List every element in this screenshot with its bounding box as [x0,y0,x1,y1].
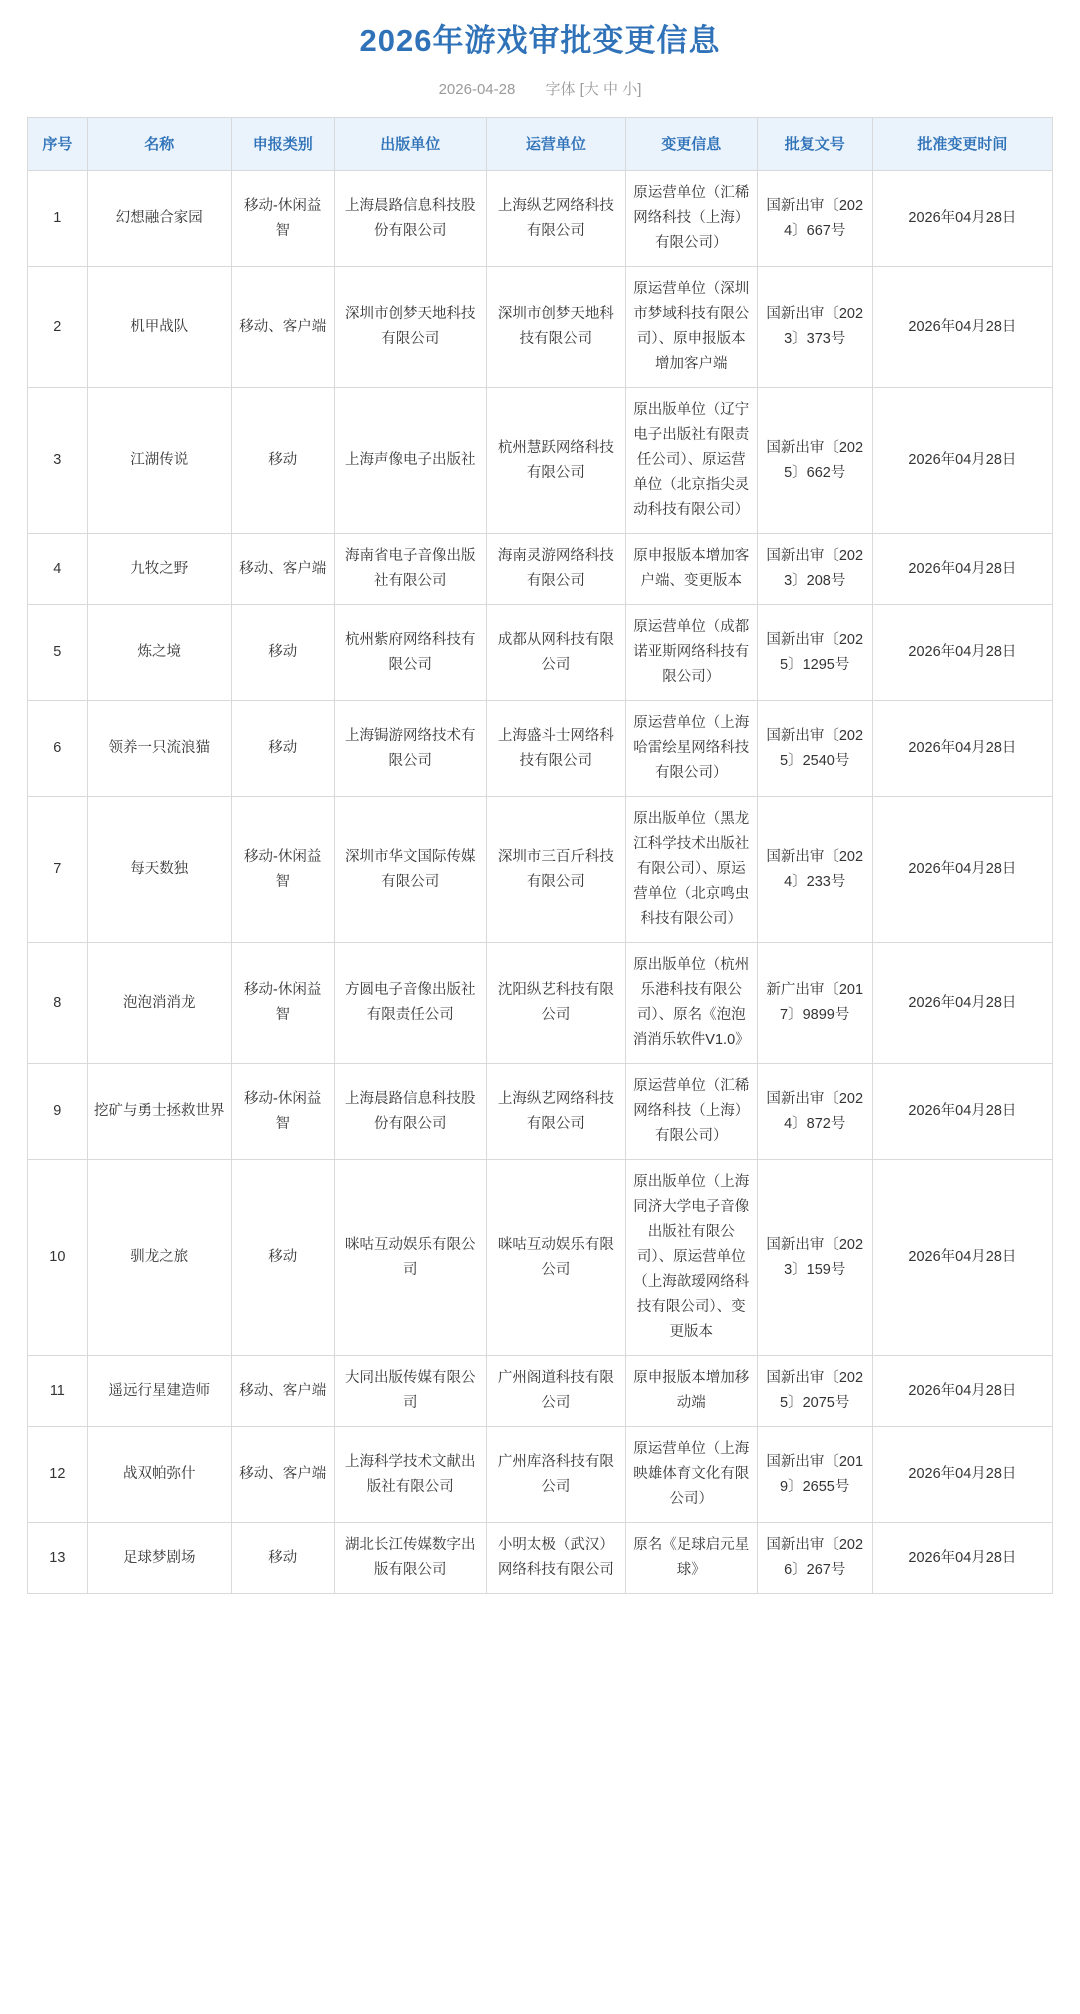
cell-operator: 成都从网科技有限公司 [486,605,625,701]
cell-index: 7 [28,797,88,943]
cell-operator: 上海纵艺网络科技有限公司 [486,171,625,267]
column-change: 变更信息 [625,118,757,171]
cell-publisher: 杭州紫府网络科技有限公司 [334,605,486,701]
cell-approval: 国新出审〔2024〕872号 [757,1064,872,1160]
cell-approval: 国新出审〔2024〕233号 [757,797,872,943]
cell-approval: 国新出审〔2026〕267号 [757,1523,872,1594]
cell-operator: 广州阁道科技有限公司 [486,1356,625,1427]
cell-change: 原运营单位（汇稀网络科技（上海）有限公司） [625,171,757,267]
cell-category: 移动 [231,1160,334,1356]
cell-operator: 海南灵游网络科技有限公司 [486,534,625,605]
cell-index: 6 [28,701,88,797]
cell-date: 2026年04月28日 [872,1427,1052,1523]
cell-date: 2026年04月28日 [872,267,1052,388]
cell-category: 移动-休闲益智 [231,171,334,267]
cell-publisher: 上海晨路信息科技股份有限公司 [334,1064,486,1160]
cell-category: 移动 [231,701,334,797]
table-row [28,1160,1053,1356]
cell-category: 移动 [231,388,334,534]
cell-operator: 咪咕互动娱乐有限公司 [486,1160,625,1356]
cell-operator: 杭州慧跃网络科技有限公司 [486,388,625,534]
cell-publisher: 深圳市创梦天地科技有限公司 [334,267,486,388]
cell-name: 驯龙之旅 [87,1160,231,1356]
cell-approval: 国新出审〔2023〕373号 [757,267,872,388]
cell-publisher: 方圆电子音像出版社有限责任公司 [334,943,486,1064]
cell-approval: 新广出审〔2017〕9899号 [757,943,872,1064]
cell-change: 原运营单位（汇稀网络科技（上海）有限公司） [625,1064,757,1160]
cell-change: 原出版单位（辽宁电子出版社有限责任公司）、原运营单位（北京指尖灵动科技有限公司） [625,388,757,534]
cell-name: 领养一只流浪猫 [87,701,231,797]
table-row [28,388,1053,534]
cell-publisher: 湖北长江传媒数字出版有限公司 [334,1523,486,1594]
column-category: 申报类别 [231,118,334,171]
cell-change: 原出版单位（杭州乐港科技有限公司）、原名《泡泡消消乐软件V1.0》 [625,943,757,1064]
font-size-options [580,81,642,98]
cell-name: 九牧之野 [87,534,231,605]
cell-category: 移动、客户端 [231,1356,334,1427]
cell-approval: 国新出审〔2023〕159号 [757,1160,872,1356]
cell-index: 10 [28,1160,88,1356]
cell-date: 2026年04月28日 [872,797,1052,943]
cell-date: 2026年04月28日 [872,1523,1052,1594]
cell-publisher: 深圳市华文国际传媒有限公司 [334,797,486,943]
cell-operator: 上海盛斗士网络科技有限公司 [486,701,625,797]
cell-index: 4 [28,534,88,605]
cell-index: 5 [28,605,88,701]
table-row [28,171,1053,267]
cell-name: 战双帕弥什 [87,1427,231,1523]
page-meta [0,78,1080,99]
cell-approval: 国新出审〔2019〕2655号 [757,1427,872,1523]
cell-change: 原出版单位（黑龙江科学技术出版社有限公司）、原运营单位（北京鸣虫科技有限公司） [625,797,757,943]
cell-publisher: 上海晨路信息科技股份有限公司 [334,171,486,267]
cell-date: 2026年04月28日 [872,605,1052,701]
table-row [28,1523,1053,1594]
table-row [28,701,1053,797]
cell-index: 9 [28,1064,88,1160]
table-row [28,1356,1053,1427]
cell-approval: 国新出审〔2024〕667号 [757,171,872,267]
cell-category: 移动、客户端 [231,267,334,388]
cell-category: 移动 [231,605,334,701]
cell-name: 炼之境 [87,605,231,701]
cell-name: 机甲战队 [87,267,231,388]
font-size-large[interactable]: 大 [583,81,599,98]
cell-category: 移动、客户端 [231,534,334,605]
bracket-open: [ [579,81,584,98]
cell-date: 2026年04月28日 [872,388,1052,534]
cell-date: 2026年04月28日 [872,1160,1052,1356]
table-body [28,171,1053,1594]
bracket-close: ] [637,81,642,98]
table-row [28,534,1053,605]
table-header [28,118,1053,171]
table-row [28,1427,1053,1523]
cell-change: 原运营单位（深圳市梦域科技有限公司）、原申报版本增加客户端 [625,267,757,388]
cell-index: 8 [28,943,88,1064]
table-row [28,943,1053,1064]
cell-change: 原运营单位（成都诺亚斯网络科技有限公司） [625,605,757,701]
cell-index: 11 [28,1356,88,1427]
font-size-label: 字体 [545,81,576,98]
cell-date: 2026年04月28日 [872,701,1052,797]
cell-index: 13 [28,1523,88,1594]
cell-publisher: 上海锔游网络技术有限公司 [334,701,486,797]
cell-operator: 深圳市创梦天地科技有限公司 [486,267,625,388]
column-index: 序号 [28,118,88,171]
cell-publisher: 咪咕互动娱乐有限公司 [334,1160,486,1356]
cell-publisher: 上海声像电子出版社 [334,388,486,534]
cell-change: 原运营单位（上海映雄体育文化有限公司） [625,1427,757,1523]
cell-approval: 国新出审〔2025〕662号 [757,388,872,534]
cell-operator: 上海纵艺网络科技有限公司 [486,1064,625,1160]
publish-date: 2026-04-28 [438,81,516,98]
table-row [28,1064,1053,1160]
cell-approval: 国新出审〔2025〕1295号 [757,605,872,701]
page-title: 2026年游戏审批变更信息 [359,23,721,58]
column-operator: 运营单位 [486,118,625,171]
cell-change: 原申报版本增加客户端、变更版本 [625,534,757,605]
cell-name: 每天数独 [87,797,231,943]
table-header-row [28,118,1053,171]
cell-operator: 小明太极（武汉）网络科技有限公司 [486,1523,625,1594]
cell-date: 2026年04月28日 [872,534,1052,605]
cell-category: 移动-休闲益智 [231,1064,334,1160]
cell-name: 足球梦剧场 [87,1523,231,1594]
cell-name: 挖矿与勇士拯救世界 [87,1064,231,1160]
cell-date: 2026年04月28日 [872,943,1052,1064]
cell-approval: 国新出审〔2025〕2075号 [757,1356,872,1427]
column-date: 批准变更时间 [872,118,1052,171]
cell-publisher: 上海科学技术文献出版社有限公司 [334,1427,486,1523]
cell-category: 移动、客户端 [231,1427,334,1523]
cell-index: 12 [28,1427,88,1523]
cell-publisher: 海南省电子音像出版社有限公司 [334,534,486,605]
cell-change: 原申报版本增加移动端 [625,1356,757,1427]
cell-date: 2026年04月28日 [872,1064,1052,1160]
cell-change: 原运营单位（上海哈雷绘星网络科技有限公司） [625,701,757,797]
cell-index: 1 [28,171,88,267]
cell-name: 幻想融合家园 [87,171,231,267]
column-publisher: 出版单位 [334,118,486,171]
approval-change-table [27,117,1053,1594]
cell-operator: 沈阳纵艺科技有限公司 [486,943,625,1064]
cell-name: 泡泡消消龙 [87,943,231,1064]
column-approval: 批复文号 [757,118,872,171]
cell-category: 移动-休闲益智 [231,943,334,1064]
cell-change: 原出版单位（上海同济大学电子音像出版社有限公司）、原运营单位（上海歆瑷网络科技有限公司）、变更版本 [625,1160,757,1356]
cell-publisher: 大同出版传媒有限公司 [334,1356,486,1427]
cell-name: 遥远行星建造师 [87,1356,231,1427]
cell-operator: 广州库洛科技有限公司 [486,1427,625,1523]
font-size-medium[interactable]: 中 [603,81,619,98]
cell-category: 移动 [231,1523,334,1594]
cell-approval: 国新出审〔2025〕2540号 [757,701,872,797]
cell-index: 2 [28,267,88,388]
font-size-small[interactable]: 小 [622,81,638,98]
cell-change: 原名《足球启元星球》 [625,1523,757,1594]
cell-operator: 深圳市三百斤科技有限公司 [486,797,625,943]
table-row [28,797,1053,943]
cell-date: 2026年04月28日 [872,171,1052,267]
cell-approval: 国新出审〔2023〕208号 [757,534,872,605]
cell-category: 移动-休闲益智 [231,797,334,943]
cell-date: 2026年04月28日 [872,1356,1052,1427]
cell-name: 江湖传说 [87,388,231,534]
cell-index: 3 [28,388,88,534]
column-name: 名称 [87,118,231,171]
table-row [28,267,1053,388]
table-row [28,605,1053,701]
